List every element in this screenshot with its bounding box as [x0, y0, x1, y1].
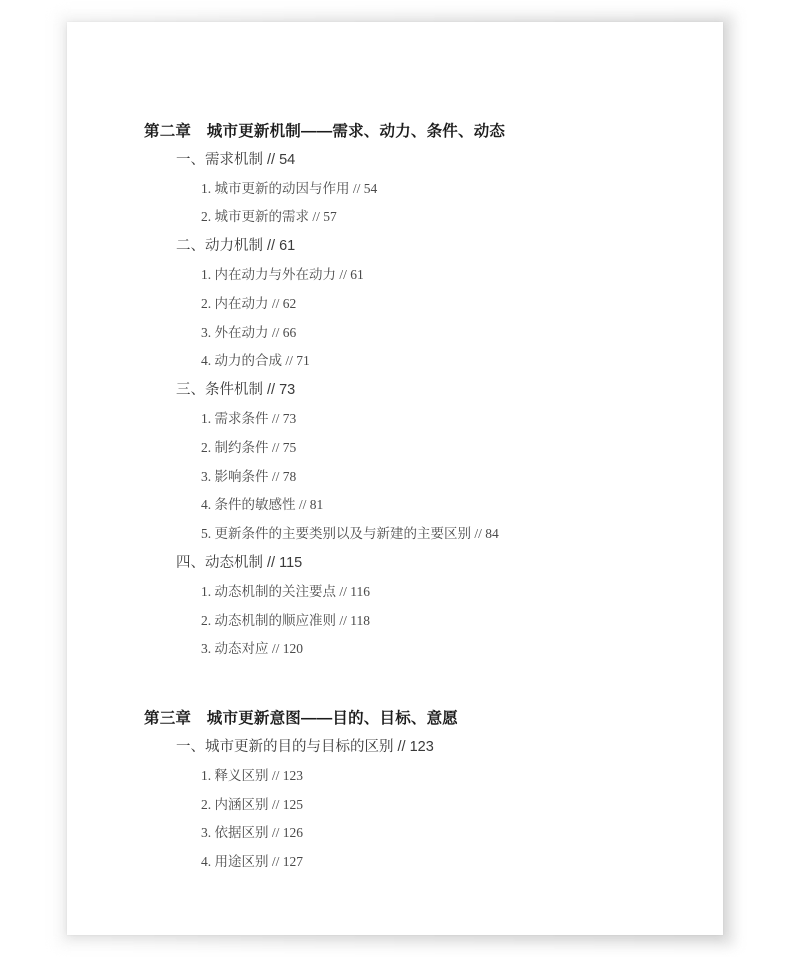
toc-subsection-entry: 3. 动态对应 // 120 [201, 641, 304, 657]
toc-subsection-entry: 3. 影响条件 // 78 [201, 468, 297, 484]
toc-subsection-entry: 1. 需求条件 // 73 [201, 411, 297, 426]
toc-subsection-entry: 4. 动力的合成 // 71 [201, 353, 310, 369]
toc-subsection-entry: 1. 内在动力与外在动力 // 61 [201, 267, 364, 282]
toc-section-entry: 一、城市更新的目的与目标的区别 // 123 [176, 739, 434, 755]
toc-subsection-entry: 1. 释义区别 // 123 [201, 767, 304, 783]
toc-subsection-entry: 3. 外在动力 // 66 [201, 324, 297, 340]
toc-section-entry: 三、条件机制 // 73 [176, 382, 296, 399]
toc-section-entry: 一、需求机制 // 54 [176, 151, 296, 168]
toc-subsection-entry: 4. 用途区别 // 127 [201, 854, 304, 870]
toc-subsection-entry: 5. 更新条件的主要类别以及与新建的主要区别 // 84 [201, 526, 499, 542]
toc-subsection-entry: 2. 内涵区别 // 125 [201, 796, 304, 812]
toc-chapter-heading: 第二章 城市更新机制——需求、动力、条件、动态 [144, 123, 506, 140]
toc-subsection-entry: 2. 内在动力 // 62 [201, 295, 297, 311]
table-of-contents [67, 22, 723, 935]
book-page-sheet [67, 22, 723, 935]
toc-subsection-entry: 2. 制约条件 // 75 [201, 439, 297, 455]
toc-subsection-entry: 2. 动态机制的顺应准则 // 118 [201, 612, 371, 628]
toc-subsection-entry: 1. 城市更新的动因与作用 // 54 [201, 180, 378, 196]
toc-section-entry: 四、动态机制 // 115 [176, 555, 303, 571]
toc-subsection-entry: 4. 条件的敏感性 // 81 [201, 497, 324, 513]
toc-subsection-entry: 1. 动态机制的关注要点 // 116 [201, 583, 371, 599]
toc-subsection-entry: 2. 城市更新的需求 // 57 [201, 209, 337, 225]
toc-chapter-heading: 第三章 城市更新意图——目的、目标、意愿 [144, 710, 459, 728]
toc-section-entry: 二、动力机制 // 61 [176, 238, 296, 255]
toc-subsection-entry: 3. 依据区别 // 126 [201, 825, 304, 841]
